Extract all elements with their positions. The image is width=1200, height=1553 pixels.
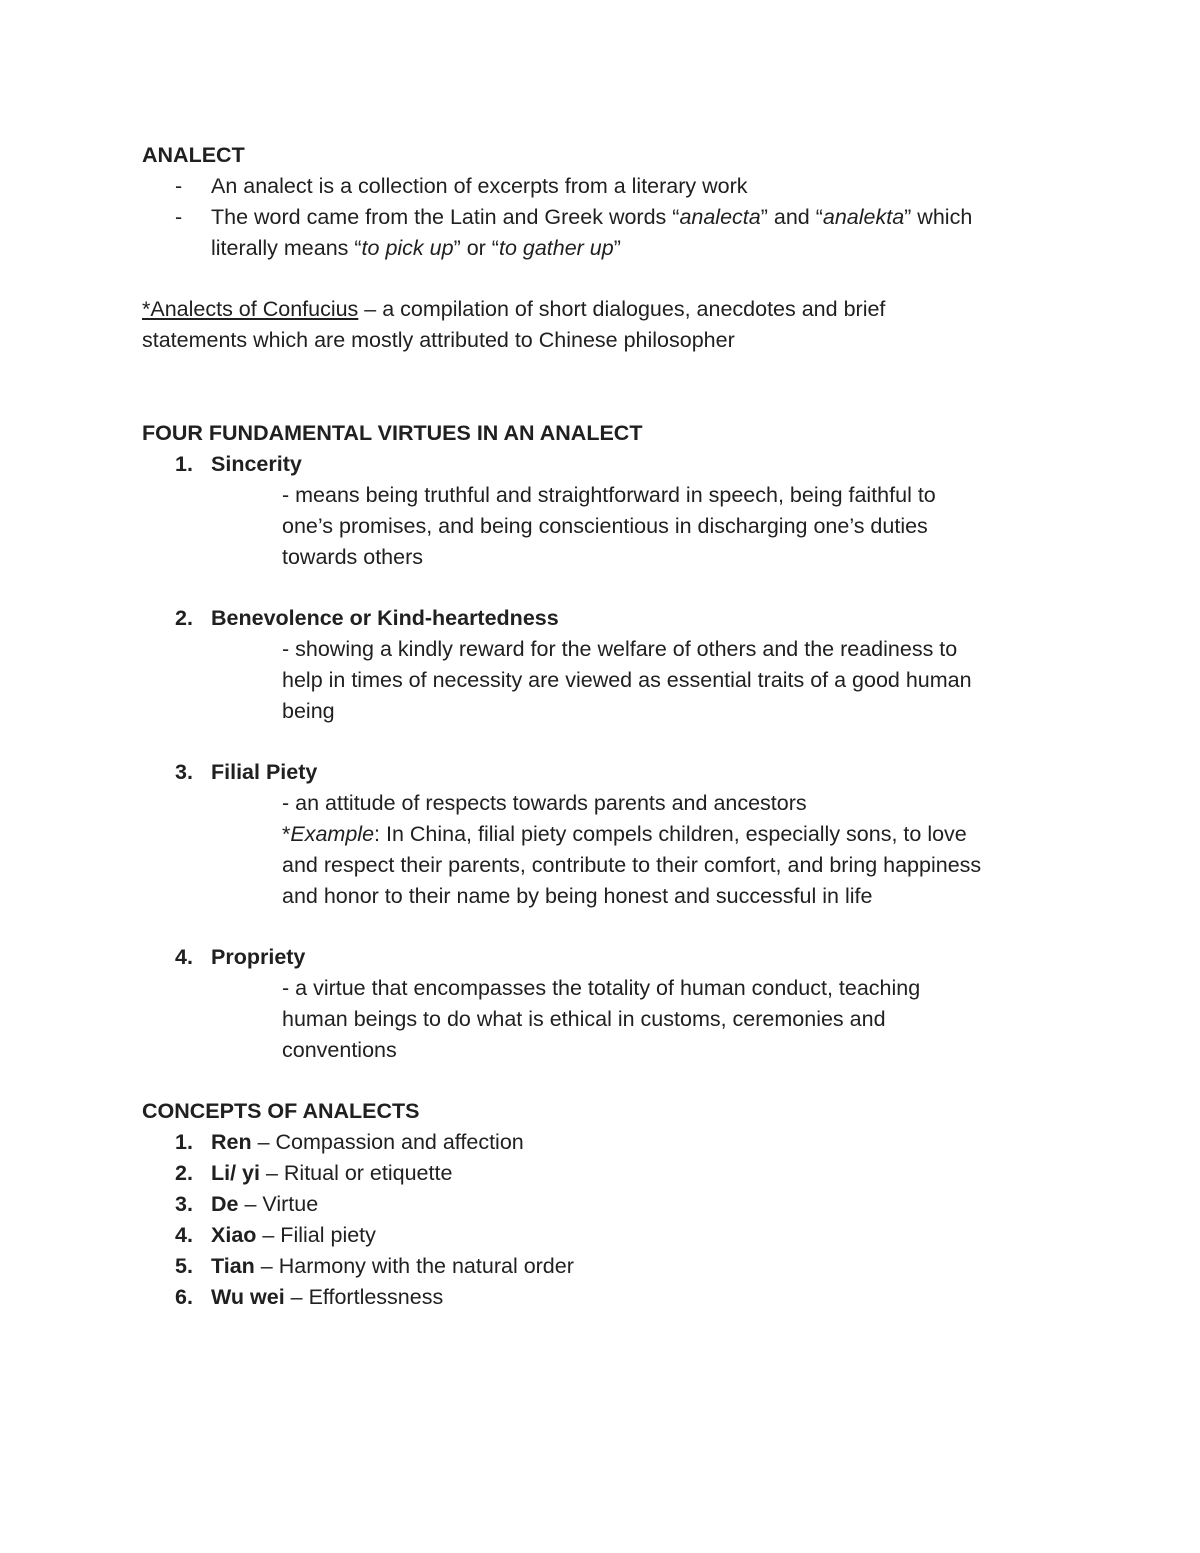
concept-item <box>142 1251 1062 1282</box>
virtue-description <box>142 973 1062 1066</box>
concept-item <box>142 1282 1062 1313</box>
section-heading-concepts: CONCEPTS OF ANALECTS <box>142 1099 420 1123</box>
desc-line: and honor to their name by being honest and successful in life <box>282 884 873 908</box>
note-title: *Analects of Confucius <box>142 297 359 321</box>
concept-item <box>142 1220 1062 1251</box>
example-line <box>282 819 1062 850</box>
concept-term: Ren <box>211 1130 252 1154</box>
latin-word: analecta <box>679 205 761 229</box>
list-number: 3. <box>175 1192 193 1216</box>
concept-definition: – Effortlessness <box>284 1285 444 1309</box>
concept-item <box>142 1158 1062 1189</box>
desc-line: towards others <box>282 545 424 569</box>
concept-term: Li/ yi <box>211 1161 260 1185</box>
virtue-description <box>142 634 1062 727</box>
desc-line: and respect their parents, contribute to their comfort, and bring happiness <box>282 853 982 877</box>
virtue-name: Sincerity <box>211 452 302 476</box>
concept-definition: – Filial piety <box>256 1223 376 1247</box>
virtue-name: Propriety <box>211 945 306 969</box>
desc-line: human beings to do what is ethical in customs, ceremonies and <box>282 1007 886 1031</box>
example-label: Example <box>290 822 375 846</box>
list-number: 2. <box>175 606 193 630</box>
list-number: 5. <box>175 1254 193 1278</box>
desc-line: - an attitude of respects towards parents and ancestors <box>282 791 807 815</box>
concept-term: De <box>211 1192 239 1216</box>
desc-line: one’s promises, and being conscientious in discharging one’s duties <box>282 514 928 538</box>
concept-definition: – Virtue <box>238 1192 319 1216</box>
confucius-note <box>142 294 1062 325</box>
list-number: 1. <box>175 452 193 476</box>
meaning-1: to pick up <box>361 236 454 260</box>
desc-line: help in times of necessity are viewed as essential traits of a good human <box>282 668 972 692</box>
desc-line: - a virtue that encompasses the totality of human conduct, teaching <box>282 976 921 1000</box>
text: ” and “ <box>760 205 823 229</box>
note-text-line: statements which are mostly attributed to Chinese philosopher <box>142 328 735 352</box>
concept-term: Wu wei <box>211 1285 285 1309</box>
text: literally means “ <box>211 236 362 260</box>
concept-term: Xiao <box>211 1223 257 1247</box>
dash-bullet: - <box>175 174 183 198</box>
list-number: 4. <box>175 945 193 969</box>
virtue-item <box>142 449 1062 480</box>
virtue-item <box>142 757 1062 788</box>
section-heading-virtues: FOUR FUNDAMENTAL VIRTUES IN AN ANALECT <box>142 421 643 445</box>
virtue-item <box>142 942 1062 973</box>
concept-item <box>142 1127 1062 1158</box>
list-number: 2. <box>175 1161 193 1185</box>
bullet-text-line <box>211 202 1062 233</box>
virtue-name: Benevolence or Kind-heartedness <box>211 606 559 630</box>
concept-definition: – Compassion and affection <box>251 1130 524 1154</box>
list-number: 6. <box>175 1285 193 1309</box>
list-number: 3. <box>175 760 193 784</box>
desc-line: being <box>282 699 335 723</box>
concept-item <box>142 1189 1062 1220</box>
example-star: * <box>282 822 291 846</box>
document-page <box>142 140 1062 1313</box>
section-heading-analect: ANALECT <box>142 143 245 167</box>
bullet-text: An analect is a collection of excerpts from a literary work <box>211 174 748 198</box>
text: ” which <box>904 205 973 229</box>
meaning-2: to gather up <box>498 236 614 260</box>
concept-term: Tian <box>211 1254 255 1278</box>
note-text: – a compilation of short dialogues, anecdotes and brief <box>358 297 886 321</box>
text: ” or “ <box>453 236 499 260</box>
bullet-text-line <box>211 233 1062 264</box>
bullet-item <box>142 171 1062 202</box>
dash-bullet: - <box>175 205 183 229</box>
list-number: 4. <box>175 1223 193 1247</box>
desc-line: conventions <box>282 1038 397 1062</box>
virtue-description <box>142 480 1062 573</box>
virtue-name: Filial Piety <box>211 760 318 784</box>
virtue-item <box>142 603 1062 634</box>
text: The word came from the Latin and Greek words “ <box>211 205 680 229</box>
bullet-item <box>142 202 1062 264</box>
desc-line: - means being truthful and straightforward in speech, being faithful to <box>282 483 936 507</box>
virtue-description <box>142 788 1062 912</box>
list-number: 1. <box>175 1130 193 1154</box>
text: ” <box>613 236 621 260</box>
greek-word: analekta <box>822 205 905 229</box>
example-text: : In China, filial piety compels children, especially sons, to love <box>374 822 967 846</box>
concept-definition: – Harmony with the natural order <box>254 1254 574 1278</box>
desc-line: - showing a kindly reward for the welfare of others and the readiness to <box>282 637 958 661</box>
concept-definition: – Ritual or etiquette <box>259 1161 453 1185</box>
